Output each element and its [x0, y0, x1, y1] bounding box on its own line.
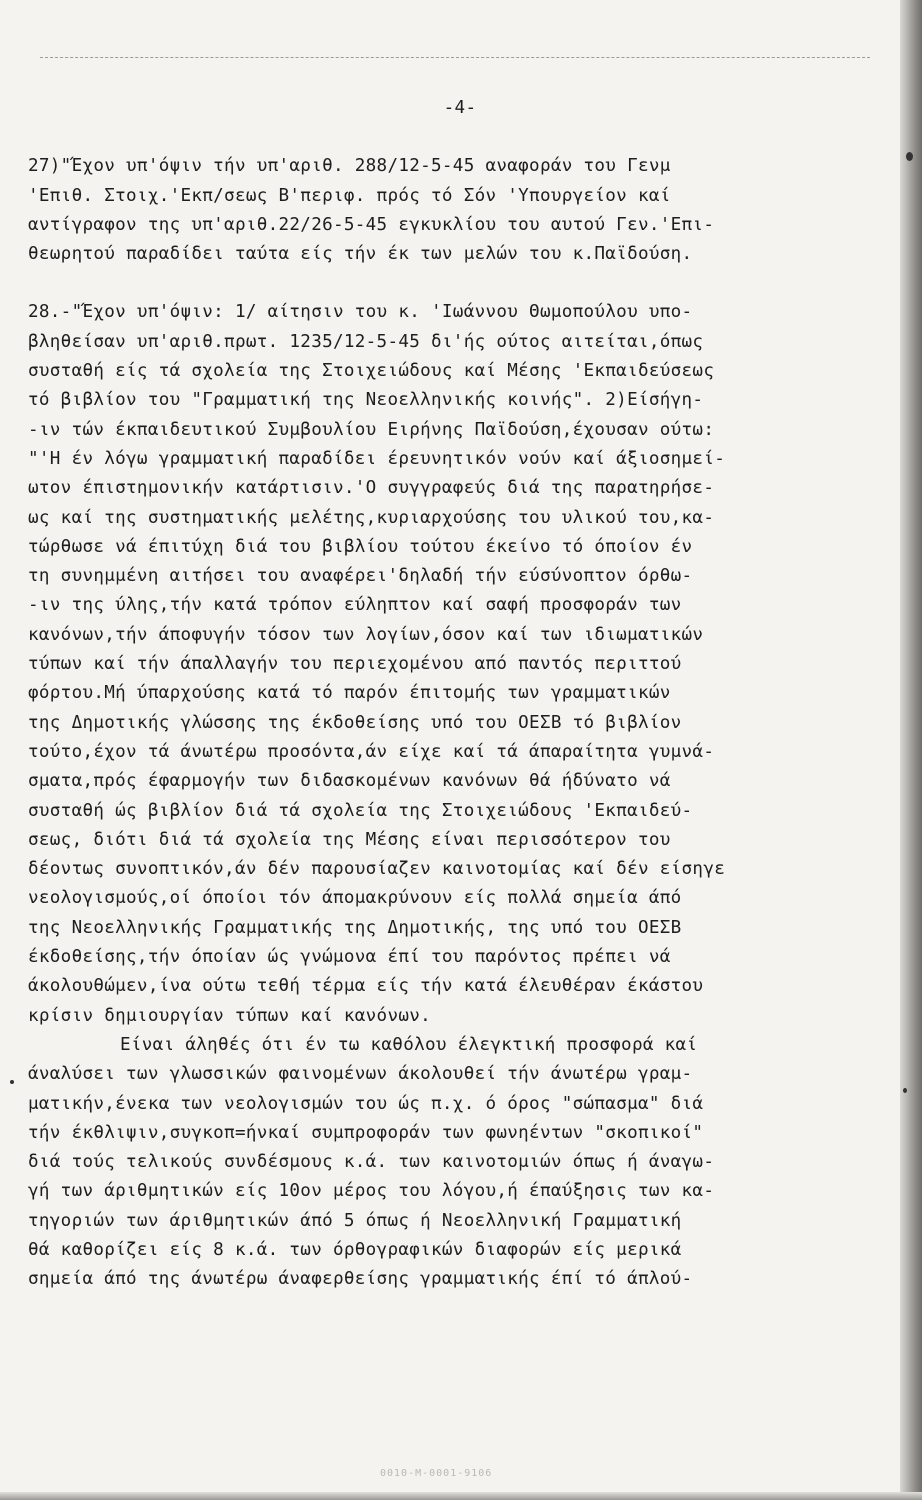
- text-line: σματα,πρός έφαρμογήν των διδασκομένων κανόνων θά ήδύνατο νά: [28, 771, 671, 792]
- text-line: ωτον έπιστημονικήν κατάρτισιν.'Ο συγγραφεύς διά της παρατηρήσε-: [28, 478, 715, 499]
- text-line: "'Η έν λόγω γραμματική παραδίδει έρευνητικόν νούν καί άξιοσημεί-: [28, 448, 726, 469]
- text-line: ως καί της συστηματικής μελέτης,κυριαρχούσης του υλικού του,κα-: [28, 507, 715, 528]
- text-line: έκδοθείσης,τήν όποίαν ώς γνώμονα έπί του παρόντος πρέπει νά: [28, 947, 671, 968]
- page-number: -4-: [443, 98, 477, 118]
- margin-speck: [903, 1088, 907, 1093]
- bleed-through-stamp: 0010-M-0001-9106: [380, 1468, 493, 1479]
- text-line: φόρτου.Μή ύπαρχούσης κατά τό παρόν έπιτομής των γραμματικών: [28, 683, 671, 704]
- page-bottom-shadow: [0, 1492, 922, 1500]
- text-line: δέοντως συνοπτικόν,άν δέν παρουσίαζεν καινοτομίας καί δέν είσηγε: [28, 859, 726, 880]
- text-line: τύπων καί τήν άπαλλαγήν του περιεχομένου από παντός περιττού: [28, 654, 682, 675]
- paragraph-item-28: [28, 298, 884, 1030]
- page-edge-shadow: [900, 0, 922, 1500]
- text-line: άναλύσει των γλωσσικών φαινομένων άκολουθεί τήν άνωτέρω γραμ-: [28, 1064, 693, 1085]
- text-line: κρίσιν δημιουργίαν τύπων καί κανόνων.: [28, 1005, 432, 1026]
- text-line: της Νεοελληνικής Γραμματικής της Δημοτικής, της υπό του ΟΕΣΒ: [28, 917, 682, 938]
- top-rule: [40, 57, 870, 58]
- text-line: τό βιβλίον του "Γραμματική της Νεοελληνικής κοινής". 2)Είσήγη-: [28, 390, 704, 411]
- text-line: συσταθή είς τά σχολεία της Στοιχειώδους καί Μέσης 'Εκπαιδεύσεως: [28, 361, 715, 382]
- text-line: Είναι άληθές ότι έν τω καθόλου έλεγκτική προσφορά καί: [120, 1034, 698, 1055]
- text-line: τώρθωσε νά έπιτύχη διά του βιβλίου τούτου έκείνο τό όποίον έν: [28, 536, 693, 557]
- text-line: αντίγραφον της υπ'αριθ.22/26-5-45 εγκυκλίου του αυτού Γεν.'Επι-: [28, 214, 715, 235]
- paragraph-item-28-continued: [28, 1031, 884, 1295]
- margin-speck: [906, 152, 913, 161]
- text-line: τούτο,έχον τά άνωτέρω προσόντα,άν είχε καί τά άπαραίτητα γυμνά-: [28, 741, 715, 762]
- text-line: νεολογισμούς,οί όποίοι τόν άπομακρύνουν είς πολλά σημεία άπό: [28, 888, 682, 909]
- text-line: της Δημοτικής γλώσσης της έκδοθείσης υπό του ΟΕΣΒ τό βιβλίον: [28, 712, 682, 733]
- text-line: άκολουθώμεν,ίνα ούτω τεθή τέρμα είς τήν κατά έλευθέραν έκάστου: [28, 976, 704, 997]
- text-line: θά καθορίζει είς 8 κ.ά. των όρθογραφικών διαφορών είς μερικά: [28, 1239, 682, 1260]
- text-line: 27)"Έχον υπ'όψιν τήν υπ'αριθ. 288/12-5-45 αναφοράν του Γενμ: [28, 156, 671, 177]
- text-line: 'Επιθ. Στοιχ.'Εκπ/σεως Β'περιφ. πρός τό Σόν 'Υπουργείον καί: [28, 185, 671, 206]
- text-line: -ιν της ύλης,τήν κατά τρόπον εύληπτον καί σαφή προσφοράν των: [28, 595, 682, 616]
- text-line: βληθείσαν υπ'αριθ.πρωτ. 1235/12-5-45 δι'ής ούτος αιτείται,όπως: [28, 331, 704, 352]
- text-line: συσταθή ώς βιβλίον διά τά σχολεία της Στοιχειώδους 'Εκπαιδεύ-: [28, 800, 693, 821]
- text-line: 28.-"Έχον υπ'όψιν: 1/ αίτησιν του κ. 'Ιωάννου Θωμοπούλου υπο-: [28, 302, 693, 323]
- text-line: ματικήν,ένεκα των νεολογισμών του ώς π.χ. ό όρος "σώπασμα" διά: [28, 1093, 704, 1114]
- typewritten-text: [28, 94, 884, 1295]
- text-line: διά τούς τελικούς συνδέσμους κ.ά. των καινοτομιών όπως ή άναγω-: [28, 1152, 715, 1173]
- margin-speck: [10, 1080, 14, 1084]
- text-line: κανόνων,τήν άποφυγήν τόσον των λογίων,όσον καί των ιδιωματικών: [28, 624, 704, 645]
- paragraph-item-27: [28, 152, 884, 269]
- text-line: σημεία άπό της άνωτέρω άναφερθείσης γραμματικής έπί τό άπλού-: [28, 1269, 693, 1290]
- text-line: -ιν τών έκπαιδευτικού Συμβουλίου Ειρήνης Παϊδούση,έχουσαν ούτω:: [28, 419, 715, 440]
- text-line: σεως, διότι διά τά σχολεία της Μέσης είναι περισσότερον του: [28, 829, 671, 850]
- text-line: τήν έκθλιψιν,συγκοπ=ήνκαί συμπροφοράν των φωνηέντων "σκοπικοί": [28, 1122, 704, 1143]
- text-line: τη συνημμένη αιτήσει του αναφέρει'δηλαδή τήν εύσύνοπτον όρθω-: [28, 566, 693, 587]
- text-line: τηγοριών των άριθμητικών άπό 5 όπως ή Νεοελληνική Γραμματική: [28, 1210, 682, 1231]
- text-line: γή των άριθμητικών είς 10ον μέρος του λόγου,ή έπαύξησις των κα-: [28, 1181, 715, 1202]
- text-line: θεωρητού παραδίδει ταύτα είς τήν έκ των μελών του κ.Παϊδούση.: [28, 244, 693, 265]
